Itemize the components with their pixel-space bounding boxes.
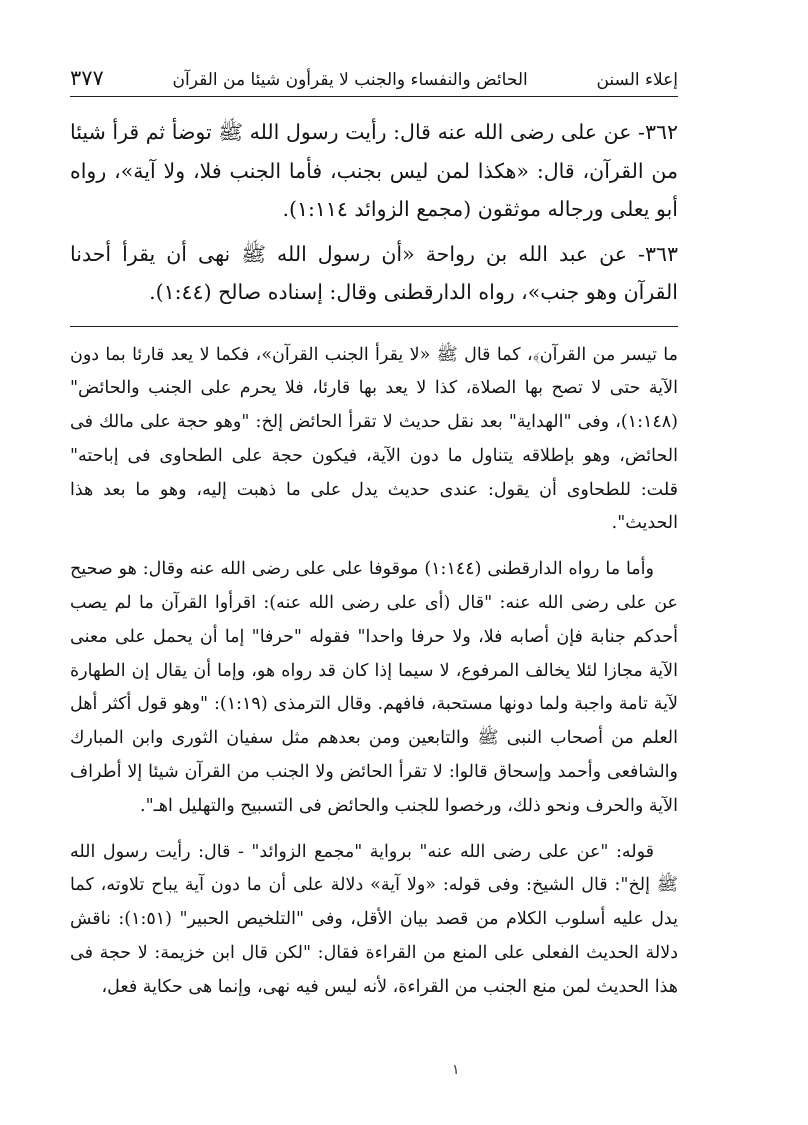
- chapter-title: الحائض والنفساء والجنب لا يقرأون شيئا من القرآن: [172, 70, 528, 90]
- page-number: ٣٧٧: [70, 66, 104, 90]
- hadith-362: ٣٦٢- عن على رضى الله عنه قال: رأيت رسول الله ﷺ توضأ ثم قرأ شيئا من القرآن، قال: «هكذا لمن ليس بجنب، فأما الجنب فلا، ولا آية»، رواه أبو يعلى ورجاله موثقون (مجمع الزوائد ١:١١٤).: [70, 120, 678, 221]
- book-title: إعلاء السنن: [596, 70, 678, 90]
- page: [70, 56, 678, 1017]
- hadith-section: [70, 113, 678, 312]
- commentary-section: [70, 339, 678, 1005]
- running-header: [70, 56, 678, 90]
- footer-mark: ١: [452, 1062, 460, 1078]
- section-divider: [70, 326, 678, 327]
- commentary-paragraph: قوله: "عن على رضى الله عنه" برواية "مجمع الزوائد" - قال: رأيت رسول الله ﷺ إلخ": قال الشيخ: وفى قوله: «ولا آية» دلالة على أن ما دون آية يباح تلاوته، كما يدل عليه أسلوب الكلام من قصد بيان الأقل، وفى "التلخيص الحبير" (١:٥١): ناقش دلالة الحديث الفعلى على المنع من القراءة فقال: "لكن قال ابن خزيمة: لا حجة فى هذا الحديث لمن منع الجنب من القراءة، لأنه ليس فيه نهى، وإنما هى حكاية فعل،: [70, 841, 678, 997]
- commentary-paragraph: ما تيسر من القرآن﴾، كما قال ﷺ «لا يقرأ الجنب القرآن»، فكما لا يعد قارئا بما دون الآية حتى لا تصح بها الصلاة، كذا لا يعد بها قارئا، فلا يحرم على الجنب والحائض" (١:١٤٨)، وفى "الهداية" بعد نقل حديث لا تقرأ الحائض إلخ: "وهو حجة على مالك فى الحائض، وهو بإطلاقه يتناول ما دون الآية، فيكون حجة على الطحاوى فى إباحته" قلت: للطحاوى أن يقول: عندى حديث يدل على ما ذهبت إليه، وهو ما بعد هذا الحديث".: [70, 344, 678, 534]
- commentary-paragraph: وأما ما رواه الدارقطنى (١:١٤٤) موقوفا على على رضى الله عنه وقال: هو صحيح عن على رضى الله عنه: "قال (أى على رضى الله عنه): اقرأوا القرآن ما لم يصب أحدكم جنابة فإن أصابه فلا، ولا حرفا واحدا" فقوله "حرفا" إما أن يحمل على معنى الآية مجازا لئلا يخالف المرفوع، لا سيما إذا كان قد رواه هو، وإما أن يقال إن الطهارة لآية تامة واجبة ولما دونها مستحبة، فافهم. وقال الترمذى (١:١٩): "وهو قول أكثر أهل العلم من أصحاب النبى ﷺ والتابعين ومن بعدهم مثل سفيان الثورى وابن المبارك والشافعى وأحمد وإسحاق قالوا: لا تقرأ الحائض ولا الجنب من القرآن شيئا إلا أطراف الآية والحرف ونحو ذلك، ورخصوا للجنب والحائض فى التسبيح والتهليل اهـ".: [70, 559, 678, 816]
- header-rule: [70, 96, 678, 97]
- hadith-363: ٣٦٣- عن عبد الله بن رواحة «أن رسول الله ﷺ نهى أن يقرأ أحدنا القرآن وهو جنب»، رواه الدارقطنى وقال: إسناده صالح (١:٤٤).: [70, 241, 678, 304]
